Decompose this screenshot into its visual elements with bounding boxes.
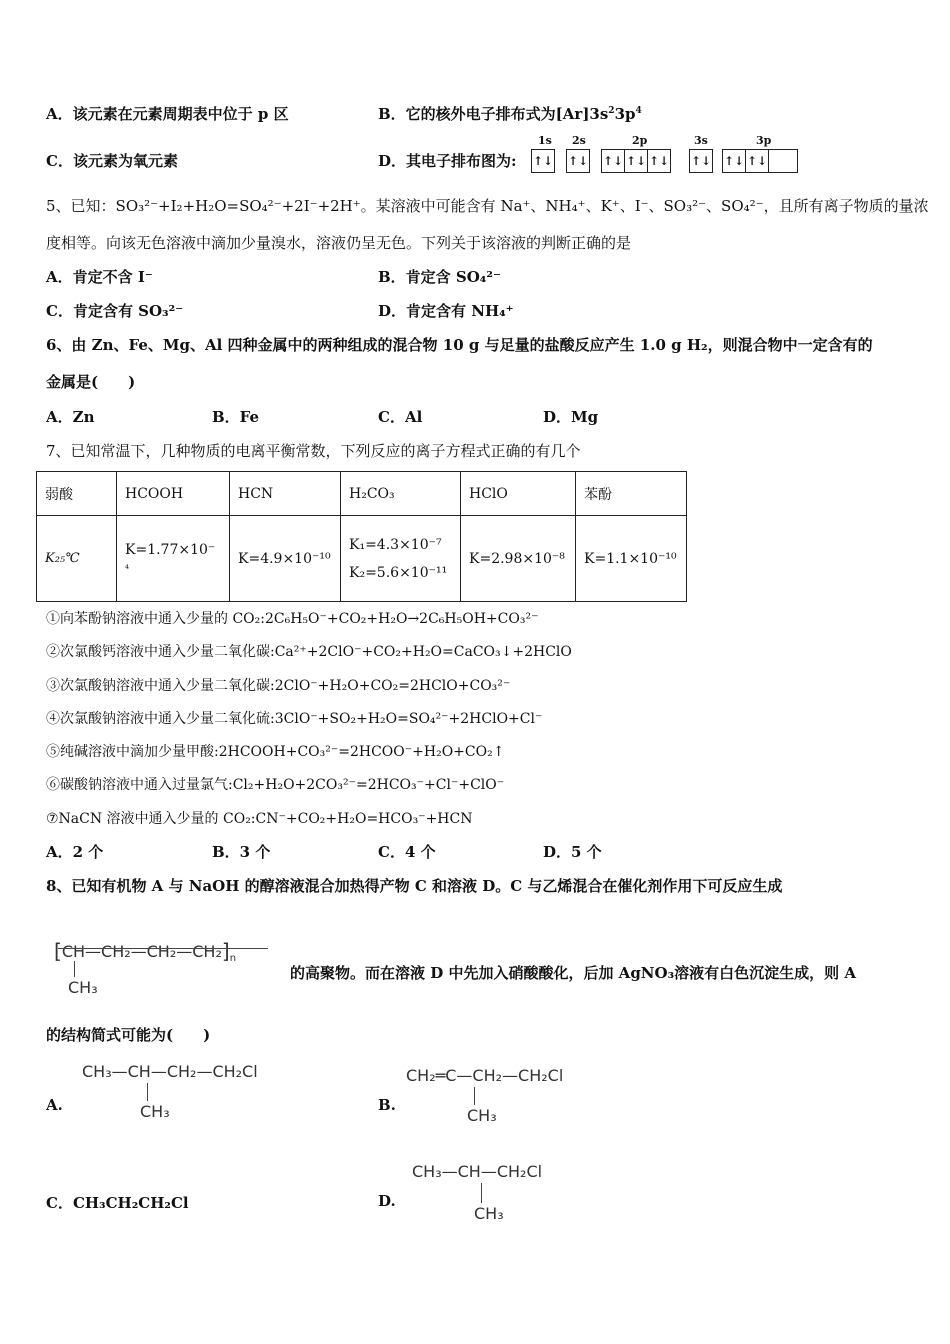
q5-stem-line1: 5、已知：SO₃²⁻+I₂+H₂O=SO₄²⁻+2I⁻+2H⁺。某溶液中可能含有 Na⁺、NH₄⁺、K⁺、I⁻、SO₃²⁻、SO₄²⁻，且所有离子物质的量浓: [46, 197, 929, 215]
orbital-box: ↑↓: [648, 154, 670, 168]
polymer-structure: $[CH—CH_2—CH_2—CH_2]_n$: [54, 939, 237, 965]
bond-line: [147, 1083, 148, 1101]
q7-option-b: B．3 个: [212, 843, 271, 861]
q8-option-b-label: B.: [378, 1096, 396, 1114]
q5-option-c: C．肯定含有 SO₃²⁻: [46, 302, 184, 320]
table-cell: K=1.1×10⁻¹⁰: [576, 516, 687, 602]
q6-stem-line2: 金属是( ): [46, 373, 136, 391]
table-cell: K=2.98×10⁻⁸: [461, 516, 576, 602]
list-item: ①向苯酚钠溶液中通入少量的 CO₂:2C₆H₅O⁻+CO₂+H₂O→2C₆H₅OH+CO₃²⁻: [46, 611, 539, 627]
table-header-cell: 弱酸: [37, 472, 117, 516]
polymer-bracket-line: [58, 948, 268, 949]
q5-option-d: D．肯定含有 NH₄⁺: [378, 302, 514, 320]
table-cell: K=1.77×10⁻ ⁴: [117, 516, 230, 602]
polymer-substituent: CH₃: [68, 978, 98, 997]
q8-stem-line2: 的高聚物。而在溶液 D 中先加入硝酸酸化，后加 AgNO₃溶液有白色沉淀生成，则 A: [290, 964, 857, 982]
q5-option-b: B．肯定含 SO₄²⁻: [378, 268, 501, 286]
q6-option-d: D．Mg: [543, 408, 599, 426]
orbital-box: ↑↓: [532, 154, 554, 168]
q8-option-a-substituent: CH₃: [140, 1102, 170, 1121]
orbital-box: ↑↓: [723, 150, 746, 172]
table-header-cell: H₂CO₃: [341, 472, 461, 516]
table-header-cell: HCN: [230, 472, 341, 516]
list-item: ③次氯酸钠溶液中通入少量二氧化碳:2ClO⁻+H₂O+CO₂=2HClO+CO₃²⁻: [46, 678, 511, 694]
bracket-close: ]: [221, 939, 230, 963]
orbital-box: ↑↓: [567, 154, 589, 168]
table-cell: K=4.9×10⁻¹⁰: [230, 516, 341, 602]
bond-line: [474, 1087, 475, 1105]
q7-stem: 7、已知常温下，几种物质的电离平衡常数，下列反应的离子方程式正确的有几个: [46, 442, 581, 460]
orbital-box: ↑↓: [690, 154, 712, 168]
orbital-label-1s: 1s: [538, 134, 552, 147]
orbital-box: [769, 150, 797, 172]
table-cell: K₁=4.3×10⁻⁷ K₂=5.6×10⁻¹¹: [341, 516, 461, 602]
bond-line: [74, 961, 75, 977]
list-item: ⑥碳酸钠溶液中通入过量氯气:Cl₂+H₂O+2CO₃²⁻=2HCO₃⁻+Cl⁻+ClO⁻: [46, 777, 505, 793]
q4-option-b: B．它的核外电子排布式为$[Ar]3s^23p^4$: [378, 105, 642, 123]
q8-option-c: C．CH₃CH₂CH₂Cl: [46, 1194, 189, 1212]
ionization-constant-table: [36, 471, 687, 602]
orbital-3s: [689, 149, 713, 173]
q6-option-c: C．Al: [378, 408, 423, 426]
table-header-cell: HCOOH: [117, 472, 230, 516]
q4-option-d: D．其电子排布图为:: [378, 152, 517, 170]
q8-stem-line1: 8、已知有机物 A 与 NaOH 的醇溶液混合加热得产物 C 和溶液 D。C 与乙烯混合在催化剂作用下可反应生成: [46, 877, 783, 895]
q8-option-a-structure: CH₃—CH—CH₂—CH₂Cl: [82, 1062, 258, 1081]
q4-option-c: C．该元素为氧元素: [46, 152, 178, 170]
q8-option-d-label: D.: [378, 1192, 396, 1210]
q5-option-a: A．肯定不含 I⁻: [46, 268, 153, 286]
bracket-open: [: [54, 939, 62, 963]
q6-stem-line1: 6、由 Zn、Fe、Mg、Al 四种金属中的两种组成的混合物 10 g 与足量的盐酸反应产生 1.0 g H₂，则混合物中一定含有的: [46, 336, 873, 354]
q8-option-b-substituent: CH₃: [467, 1106, 497, 1125]
table-header-cell: 苯酚: [576, 472, 687, 516]
orbital-1s: [531, 149, 555, 173]
q5-stem-line2: 度相等。向该无色溶液中滴加少量溴水，溶液仍呈无色。下列关于该溶液的判断正确的是: [46, 234, 632, 252]
orbital-2s: [566, 149, 590, 173]
list-item: ⑦NaCN 溶液中通入少量的 CO₂:CN⁻+CO₂+H₂O=HCO₃⁻+HCN: [46, 811, 473, 827]
list-item: ④次氯酸钠溶液中通入少量二氧化硫:3ClO⁻+SO₂+H₂O=SO₄²⁻+2HClO+Cl⁻: [46, 711, 543, 727]
q6-option-b: B．Fe: [212, 408, 260, 426]
orbital-label-2s: 2s: [572, 134, 586, 147]
orbital-label-3s: 3s: [694, 134, 708, 147]
orbital-label-2p: 2p: [632, 134, 648, 147]
orbital-box: ↑↓: [625, 150, 648, 172]
q7-option-d: D．5 个: [543, 843, 602, 861]
orbital-2p: [601, 149, 671, 173]
list-item: ⑤纯碱溶液中滴加少量甲酸:2HCOOH+CO₃²⁻=2HCOO⁻+H₂O+CO₂↑: [46, 744, 505, 760]
table-header-cell: HClO: [461, 472, 576, 516]
bond-line: [481, 1183, 482, 1203]
orbital-box: ↑↓: [602, 150, 625, 172]
orbital-label-3p: 3p: [756, 134, 772, 147]
table-header-row: [37, 472, 687, 516]
list-item: ②次氯酸钙溶液中通入少量二氧化碳:Ca²⁺+2ClO⁻+CO₂+H₂O=CaCO₃↓+2HClO: [46, 644, 572, 660]
q8-option-d-structure: CH₃—CH—CH₂Cl: [412, 1162, 543, 1181]
q6-option-a: A．Zn: [46, 408, 95, 426]
orbital-box: ↑↓: [746, 150, 769, 172]
table-row: [37, 516, 687, 602]
table-cell: K₂₅℃: [37, 516, 117, 602]
q7-option-c: C．4 个: [378, 843, 436, 861]
q8-option-a-label: A.: [46, 1096, 63, 1114]
q8-stem-line3: 的结构简式可能为( ): [46, 1026, 211, 1044]
q7-option-a: A．2 个: [46, 843, 104, 861]
orbital-3p: [722, 149, 798, 173]
q8-option-d-substituent: CH₃: [474, 1204, 504, 1223]
q4-option-a: A．该元素在元素周期表中位于 p 区: [46, 105, 289, 123]
q8-option-b-structure: CH₂═C—CH₂—CH₂Cl: [406, 1066, 564, 1085]
